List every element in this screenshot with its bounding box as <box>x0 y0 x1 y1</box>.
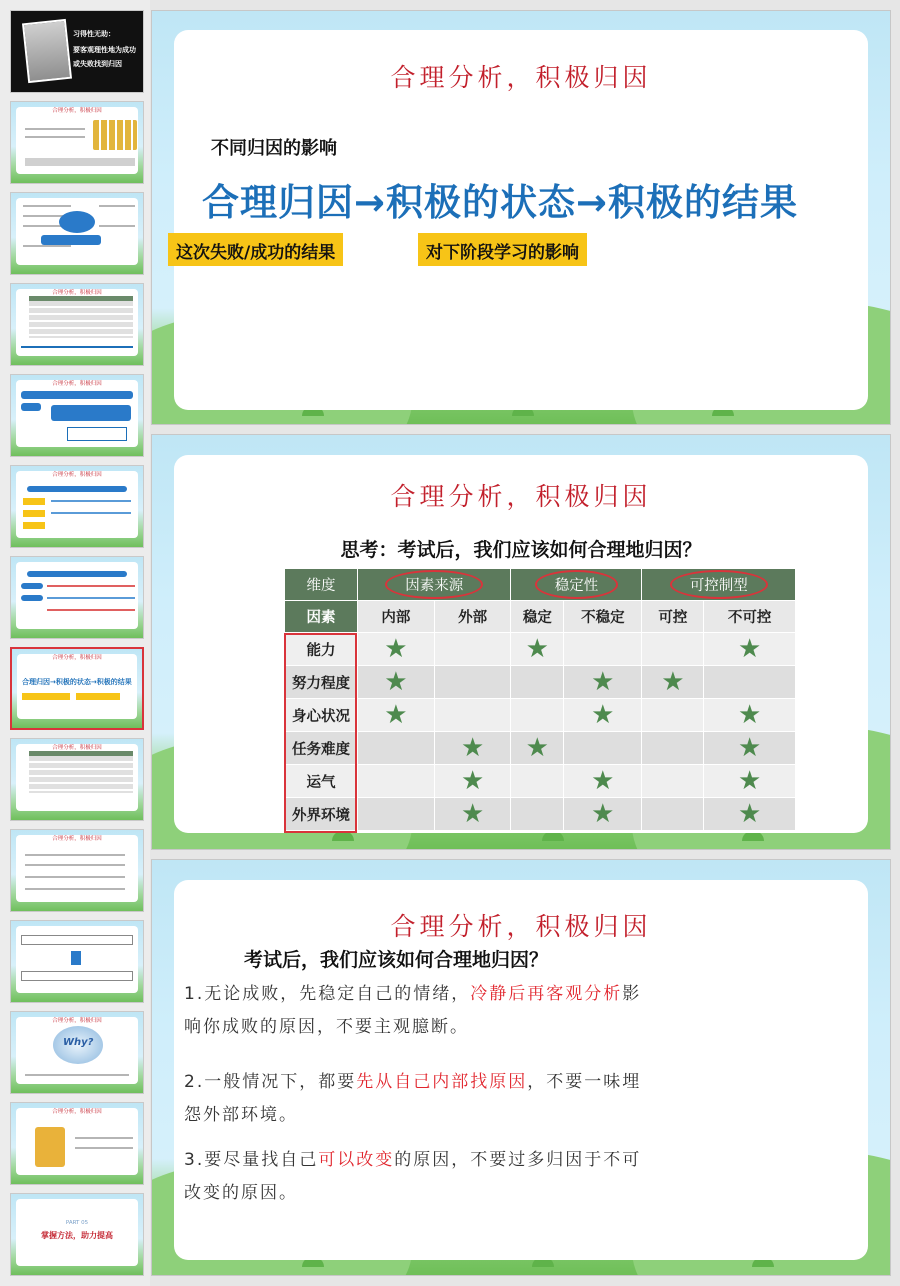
star-icon: ★ <box>591 799 615 829</box>
table-header-row <box>285 569 796 601</box>
factor-label: 身心状况 <box>285 699 358 732</box>
tag-impact: 对下阶段学习的影响 <box>418 233 587 266</box>
table-cell <box>358 699 435 732</box>
slide-thumbnail-7[interactable] <box>10 556 144 639</box>
slide-thumbnail-11[interactable] <box>10 920 144 1003</box>
table-cell <box>511 666 564 699</box>
slide-thumbnail-1[interactable] <box>10 10 144 93</box>
thumbnail-title: PART 05 <box>65 1220 89 1226</box>
slide-thumbnail-8-current[interactable] <box>10 647 144 730</box>
table-row <box>285 633 796 666</box>
slide-thumbnail-4[interactable] <box>10 283 144 366</box>
slide-following[interactable] <box>151 859 891 1276</box>
star-icon: ★ <box>591 667 615 697</box>
thumbnail-title: 合理分析，积极归因 <box>52 1109 102 1115</box>
table-subheader-row <box>285 601 796 633</box>
thumbnail-title: 合理分析，积极归因 <box>52 745 102 751</box>
table-cell <box>642 633 704 666</box>
table-cell <box>434 798 511 831</box>
table-cell <box>564 666 642 699</box>
table-cell <box>511 699 564 732</box>
table-cell <box>511 798 564 831</box>
star-icon: ★ <box>591 766 615 796</box>
table-cell <box>642 798 704 831</box>
table-cell <box>704 633 796 666</box>
slide-thumbnail-13[interactable] <box>10 1102 144 1185</box>
header-cell: 维度 <box>285 569 358 601</box>
table-cell <box>434 732 511 765</box>
star-icon: ★ <box>460 766 485 796</box>
star-icon: ★ <box>737 733 762 763</box>
table-cell <box>434 633 511 666</box>
slide-thumbnail-14[interactable] <box>10 1193 144 1276</box>
slide-content-card <box>174 880 868 1260</box>
table-row <box>285 699 796 732</box>
thumbnail-photo <box>22 19 72 83</box>
thumbnail-title: 合理分析，积极归因 <box>52 290 102 296</box>
header-cell: 不稳定 <box>564 601 642 633</box>
slide-content-card <box>174 30 868 410</box>
table-cell <box>704 699 796 732</box>
thumbnail-text: 或失败找到归因 <box>73 60 122 68</box>
table-cell <box>564 732 642 765</box>
table-cell <box>434 699 511 732</box>
thumbnail-text: 要客观理性地为成功 <box>73 46 136 54</box>
header-cell: 稳定 <box>511 601 564 633</box>
slide-question: 思考：考试后，我们应该如何合理地归因？ <box>340 539 702 561</box>
thumbnail-headline: 合理归因→积极的状态→积极的结果 <box>22 678 132 686</box>
point-2: 2.一般情况下，都要先从自己内部找原因，不要一味埋怨外部环境。 <box>184 1072 642 1125</box>
table-cell <box>642 666 704 699</box>
star-icon: ★ <box>737 634 762 664</box>
table-cell <box>358 666 435 699</box>
point-3: 3.要尽量找自己可以改变的原因，不要过多归因于不可改变的原因。 <box>184 1150 642 1203</box>
star-icon: ★ <box>737 766 762 796</box>
slide-content-card <box>174 455 868 833</box>
slide-current[interactable] <box>151 10 891 425</box>
table-cell <box>511 633 564 666</box>
slide-thumbnail-10[interactable] <box>10 829 144 912</box>
factor-label: 运气 <box>285 765 358 798</box>
table-cell <box>704 765 796 798</box>
star-icon: ★ <box>525 634 549 664</box>
table-cell <box>434 765 511 798</box>
table-row <box>285 798 796 831</box>
table-cell <box>358 732 435 765</box>
factor-label: 能力 <box>285 633 358 666</box>
star-icon: ★ <box>460 733 485 763</box>
thumbnail-title: 合理分析，积极归因 <box>52 472 102 478</box>
factor-label: 外界环境 <box>285 798 358 831</box>
slide-title: 合理分析，积极归因 <box>390 912 652 941</box>
table-cell <box>564 699 642 732</box>
header-cell: 外部 <box>434 601 511 633</box>
thumbnail-title: 合理分析，积极归因 <box>52 836 102 842</box>
star-icon: ★ <box>591 700 615 730</box>
header-cell: 因素 <box>285 601 358 633</box>
table-cell <box>642 699 704 732</box>
table-cell <box>642 765 704 798</box>
star-icon: ★ <box>384 634 408 664</box>
why-illustration: Why? <box>53 1026 103 1064</box>
table-cell <box>564 633 642 666</box>
table-cell <box>358 633 435 666</box>
table-cell <box>564 798 642 831</box>
slide-thumbnail-12[interactable] <box>10 1011 144 1094</box>
table-cell <box>564 765 642 798</box>
star-icon: ★ <box>384 667 408 697</box>
table-cell <box>704 798 796 831</box>
thumbnail-headline: 掌握方法，助力提高 <box>41 1231 113 1240</box>
table-cell <box>358 765 435 798</box>
star-icon: ★ <box>737 700 762 730</box>
point-1: 1.无论成败，先稳定自己的情绪，冷静后再客观分析影响你成败的原因，不要主观臆断。 <box>184 984 642 1037</box>
header-cell: 可控制型 <box>642 569 796 601</box>
table-row <box>285 732 796 765</box>
table-row <box>285 666 796 699</box>
header-cell: 可控 <box>642 601 704 633</box>
table-row <box>285 765 796 798</box>
star-icon: ★ <box>525 733 549 763</box>
slide-question: 考试后，我们应该如何合理地归因？ <box>244 949 549 971</box>
table-cell <box>704 666 796 699</box>
slide-thumbnail-6[interactable] <box>10 465 144 548</box>
slide-headline: 合理归因→积极的状态→积极的结果 <box>202 181 799 224</box>
star-icon: ★ <box>661 667 685 697</box>
star-icon: ★ <box>384 700 408 730</box>
slide-subtitle: 不同归因的影响 <box>211 138 337 159</box>
table-cell <box>358 798 435 831</box>
factor-label: 努力程度 <box>285 666 358 699</box>
tag-result: 这次失败/成功的结果 <box>168 233 343 266</box>
thumbnail-title: 合理分析，积极归因 <box>52 1018 102 1024</box>
table-cell <box>704 732 796 765</box>
header-cell: 内部 <box>358 601 435 633</box>
slide-title: 合理分析，积极归因 <box>390 482 652 511</box>
star-icon: ★ <box>737 799 762 829</box>
header-cell: 稳定性 <box>511 569 642 601</box>
attribution-table <box>284 568 796 831</box>
slide-thumbnail-panel <box>0 0 150 1286</box>
slide-title: 合理分析，积极归因 <box>390 63 652 92</box>
header-cell: 因素来源 <box>358 569 511 601</box>
slide-thumbnail-3[interactable] <box>10 192 144 275</box>
factor-label: 任务难度 <box>285 732 358 765</box>
table-cell <box>511 732 564 765</box>
thumbnail-text: 习得性无助： <box>73 30 115 38</box>
slide-thumbnail-5[interactable] <box>10 374 144 457</box>
thumbnail-title: 合理分析，积极归因 <box>52 108 102 114</box>
slide-next[interactable] <box>151 434 891 850</box>
header-cell: 不可控 <box>704 601 796 633</box>
slide-thumbnail-2[interactable] <box>10 101 144 184</box>
slide-thumbnail-9[interactable] <box>10 738 144 821</box>
thumbnail-title: 合理分析，积极归因 <box>52 381 102 387</box>
thumbnail-title: 合理分析，积极归因 <box>52 655 102 661</box>
table-cell <box>434 666 511 699</box>
table-cell <box>511 765 564 798</box>
star-icon: ★ <box>460 799 485 829</box>
table-cell <box>642 732 704 765</box>
